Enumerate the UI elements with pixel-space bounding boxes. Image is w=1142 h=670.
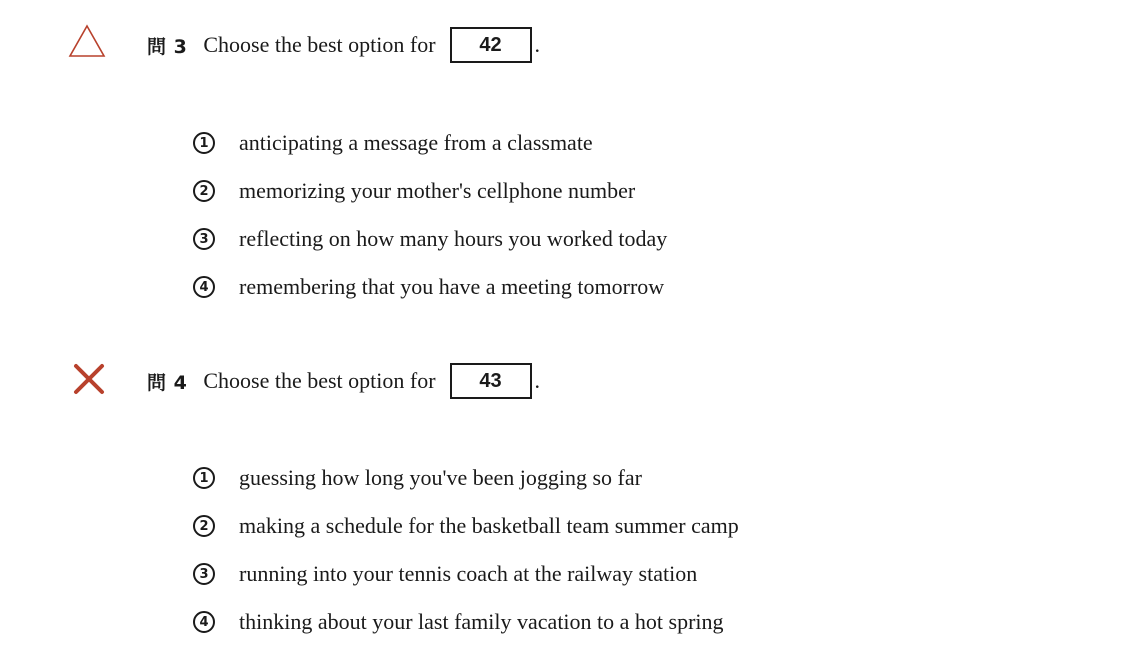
question-4-options: [193, 454, 739, 646]
question-3-header: [147, 25, 540, 65]
option-text: thinking about your last family vacation to a hot spring: [239, 609, 724, 634]
option-item[interactable]: [193, 119, 667, 167]
option-text: remembering that you have a meeting tomorrow: [239, 274, 665, 299]
answer-box: 43: [450, 363, 532, 399]
circled-number: 2: [193, 180, 215, 202]
cross-mark-icon: [70, 360, 110, 400]
option-item[interactable]: [193, 167, 667, 215]
circled-number: 4: [193, 276, 215, 298]
option-text: running into your tennis coach at the railway station: [239, 561, 698, 586]
option-text: memorizing your mother's cellphone number: [239, 178, 636, 203]
option-text: anticipating a message from a classmate: [239, 130, 593, 155]
triangle-mark-icon: [67, 23, 107, 63]
question-prompt: Choose the best option for: [203, 368, 436, 393]
option-item[interactable]: [193, 454, 739, 502]
option-item[interactable]: [193, 550, 739, 598]
question-number: 問 4: [147, 371, 188, 394]
option-item[interactable]: [193, 502, 739, 550]
question-4-header: [147, 361, 540, 401]
question-3-options: [193, 119, 667, 311]
option-item[interactable]: [193, 598, 739, 646]
question-period: .: [534, 32, 541, 57]
circled-number: 1: [193, 467, 215, 489]
option-text: reflecting on how many hours you worked today: [239, 226, 668, 251]
question-prompt: Choose the best option for: [203, 32, 436, 57]
option-text: guessing how long you've been jogging so far: [239, 465, 642, 490]
question-period: .: [534, 368, 541, 393]
option-item[interactable]: [193, 263, 667, 311]
option-item[interactable]: [193, 215, 667, 263]
option-text: making a schedule for the basketball team summer camp: [239, 513, 739, 538]
circled-number: 3: [193, 563, 215, 585]
answer-box: 42: [450, 27, 532, 63]
circled-number: 1: [193, 132, 215, 154]
circled-number: 2: [193, 515, 215, 537]
question-number: 問 3: [147, 35, 188, 58]
circled-number: 4: [193, 611, 215, 633]
circled-number: 3: [193, 228, 215, 250]
